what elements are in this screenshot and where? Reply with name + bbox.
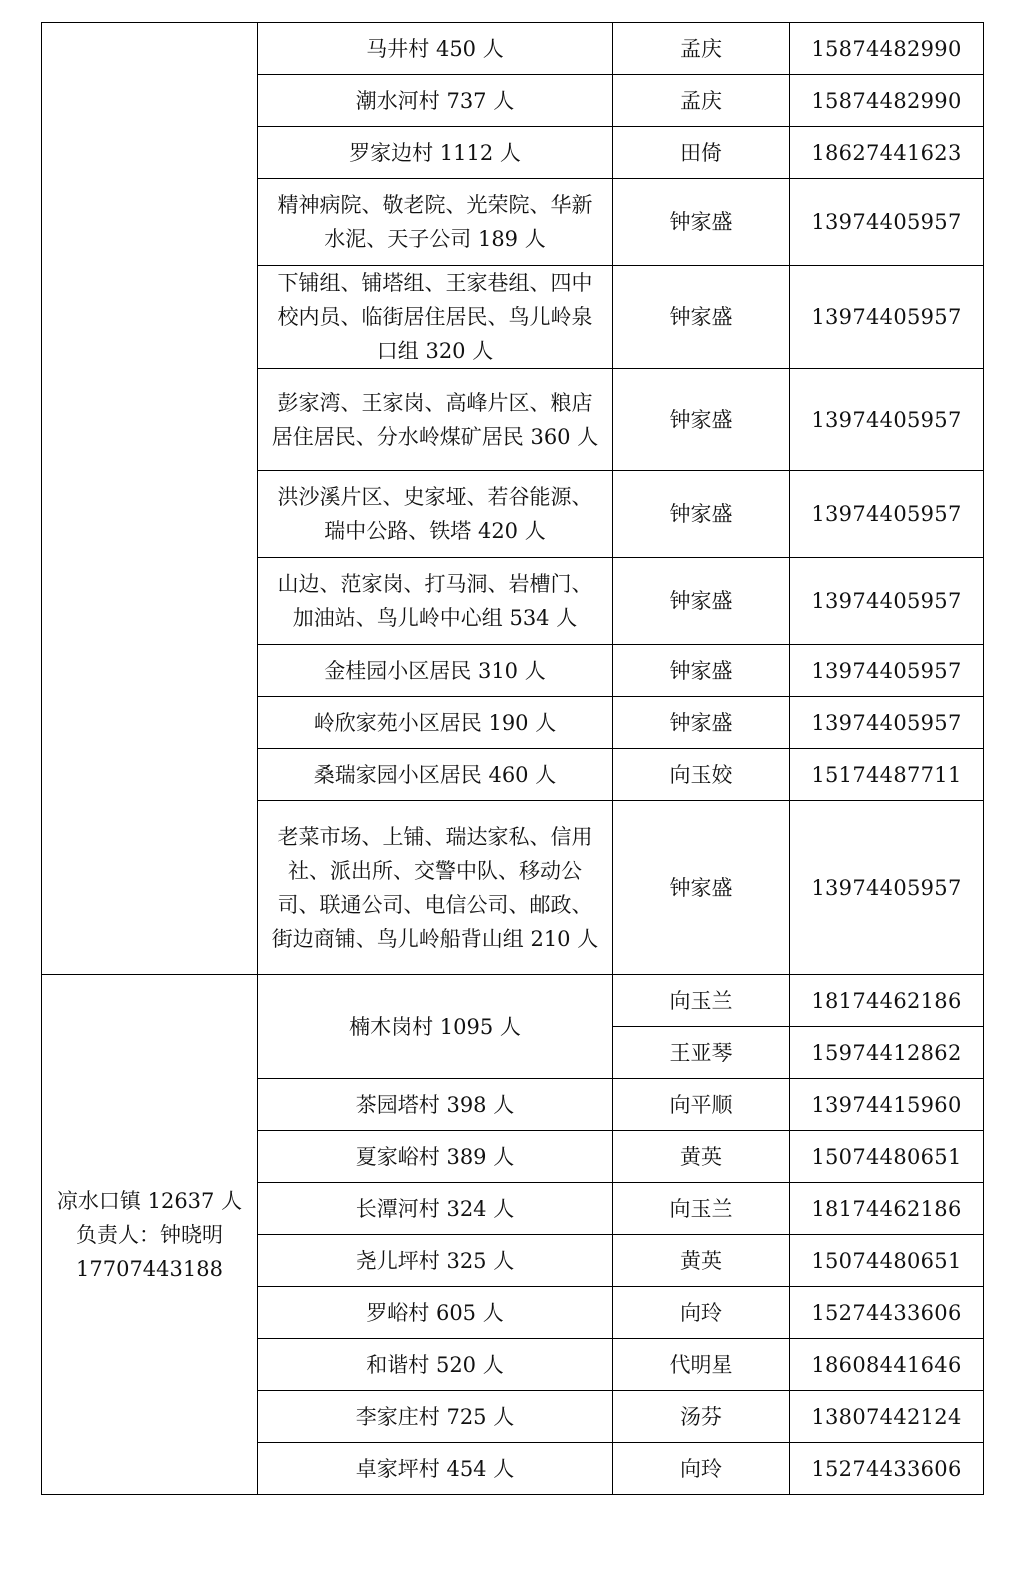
phone-cell: 15874482990 bbox=[790, 75, 984, 127]
area-cell: 潮水河村 737 人 bbox=[258, 75, 613, 127]
phone-cell: 13974415960 bbox=[790, 1079, 984, 1131]
phone-cell: 13974405957 bbox=[790, 266, 984, 369]
phone-cell: 18608441646 bbox=[790, 1339, 984, 1391]
town-cell-empty bbox=[42, 23, 258, 975]
contact-cell: 钟家盛 bbox=[613, 697, 790, 749]
contact-cell: 钟家盛 bbox=[613, 645, 790, 697]
area-cell: 山边、范家岗、打马洞、岩槽门、加油站、鸟儿岭中心组 534 人 bbox=[258, 558, 613, 645]
phone-cell: 13974405957 bbox=[790, 558, 984, 645]
contact-cell: 钟家盛 bbox=[613, 369, 790, 471]
area-cell: 马井村 450 人 bbox=[258, 23, 613, 75]
phone-cell: 15274433606 bbox=[790, 1287, 984, 1339]
contact-cell: 向玉兰 bbox=[613, 1183, 790, 1235]
area-cell: 洪沙溪片区、史家垭、若谷能源、瑞中公路、铁塔 420 人 bbox=[258, 471, 613, 558]
contact-cell: 钟家盛 bbox=[613, 179, 790, 266]
area-cell: 和谐村 520 人 bbox=[258, 1339, 613, 1391]
area-cell: 罗家边村 1112 人 bbox=[258, 127, 613, 179]
area-cell: 精神病院、敬老院、光荣院、华新水泥、天子公司 189 人 bbox=[258, 179, 613, 266]
area-cell: 岭欣家苑小区居民 190 人 bbox=[258, 697, 613, 749]
area-cell: 尧儿坪村 325 人 bbox=[258, 1235, 613, 1287]
phone-cell: 13974405957 bbox=[790, 471, 984, 558]
contact-cell: 向玉兰 bbox=[613, 975, 790, 1027]
phone-cell: 15974412862 bbox=[790, 1027, 984, 1079]
contact-cell: 代明星 bbox=[613, 1339, 790, 1391]
phone-cell: 15074480651 bbox=[790, 1235, 984, 1287]
area-cell: 罗峪村 605 人 bbox=[258, 1287, 613, 1339]
phone-cell: 18174462186 bbox=[790, 975, 984, 1027]
contact-cell: 向平顺 bbox=[613, 1079, 790, 1131]
phone-cell: 15174487711 bbox=[790, 749, 984, 801]
area-cell: 夏家峪村 389 人 bbox=[258, 1131, 613, 1183]
phone-cell: 13974405957 bbox=[790, 697, 984, 749]
phone-cell: 13974405957 bbox=[790, 369, 984, 471]
area-cell: 李家庄村 725 人 bbox=[258, 1391, 613, 1443]
town-name: 凉水口镇 12637 人 bbox=[56, 1188, 243, 1213]
phone-cell: 18627441623 bbox=[790, 127, 984, 179]
phone-cell: 13807442124 bbox=[790, 1391, 984, 1443]
contact-table bbox=[41, 22, 984, 1495]
area-cell: 老菜市场、上铺、瑞达家私、信用社、派出所、交警中队、移动公司、联通公司、电信公司、邮政、街边商铺、鸟儿岭船背山组 210 人 bbox=[258, 801, 613, 975]
contact-cell: 孟庆 bbox=[613, 23, 790, 75]
area-cell: 彭家湾、王家岗、高峰片区、粮店居住居民、分水岭煤矿居民 360 人 bbox=[258, 369, 613, 471]
contact-cell: 向玲 bbox=[613, 1443, 790, 1495]
phone-cell: 15274433606 bbox=[790, 1443, 984, 1495]
area-cell: 卓家坪村 454 人 bbox=[258, 1443, 613, 1495]
contact-cell: 钟家盛 bbox=[613, 801, 790, 975]
area-cell: 下铺组、铺塔组、王家巷组、四中校内员、临街居住居民、鸟儿岭泉口组 320 人 bbox=[258, 266, 613, 369]
phone-cell: 15074480651 bbox=[790, 1131, 984, 1183]
contact-cell: 向玲 bbox=[613, 1287, 790, 1339]
town-leader: 负责人：钟晓明 bbox=[76, 1222, 223, 1247]
contact-cell: 钟家盛 bbox=[613, 558, 790, 645]
document-page bbox=[41, 22, 984, 1495]
contact-cell: 钟家盛 bbox=[613, 471, 790, 558]
contact-cell: 孟庆 bbox=[613, 75, 790, 127]
phone-cell: 13974405957 bbox=[790, 801, 984, 975]
contact-cell: 黄英 bbox=[613, 1131, 790, 1183]
area-cell: 长潭河村 324 人 bbox=[258, 1183, 613, 1235]
table-row bbox=[42, 975, 984, 1027]
contact-cell: 黄英 bbox=[613, 1235, 790, 1287]
town-cell bbox=[42, 975, 258, 1495]
contact-cell: 田倚 bbox=[613, 127, 790, 179]
area-cell: 金桂园小区居民 310 人 bbox=[258, 645, 613, 697]
area-cell: 桑瑞家园小区居民 460 人 bbox=[258, 749, 613, 801]
phone-cell: 18174462186 bbox=[790, 1183, 984, 1235]
contact-cell: 钟家盛 bbox=[613, 266, 790, 369]
table-row bbox=[42, 23, 984, 75]
phone-cell: 13974405957 bbox=[790, 179, 984, 266]
area-cell: 茶园塔村 398 人 bbox=[258, 1079, 613, 1131]
contact-cell: 汤芬 bbox=[613, 1391, 790, 1443]
contact-cell: 王亚琴 bbox=[613, 1027, 790, 1079]
phone-cell: 15874482990 bbox=[790, 23, 984, 75]
area-cell: 楠木岗村 1095 人 bbox=[258, 975, 613, 1079]
town-leader-phone: 17707443188 bbox=[76, 1256, 223, 1281]
phone-cell: 13974405957 bbox=[790, 645, 984, 697]
contact-cell: 向玉姣 bbox=[613, 749, 790, 801]
